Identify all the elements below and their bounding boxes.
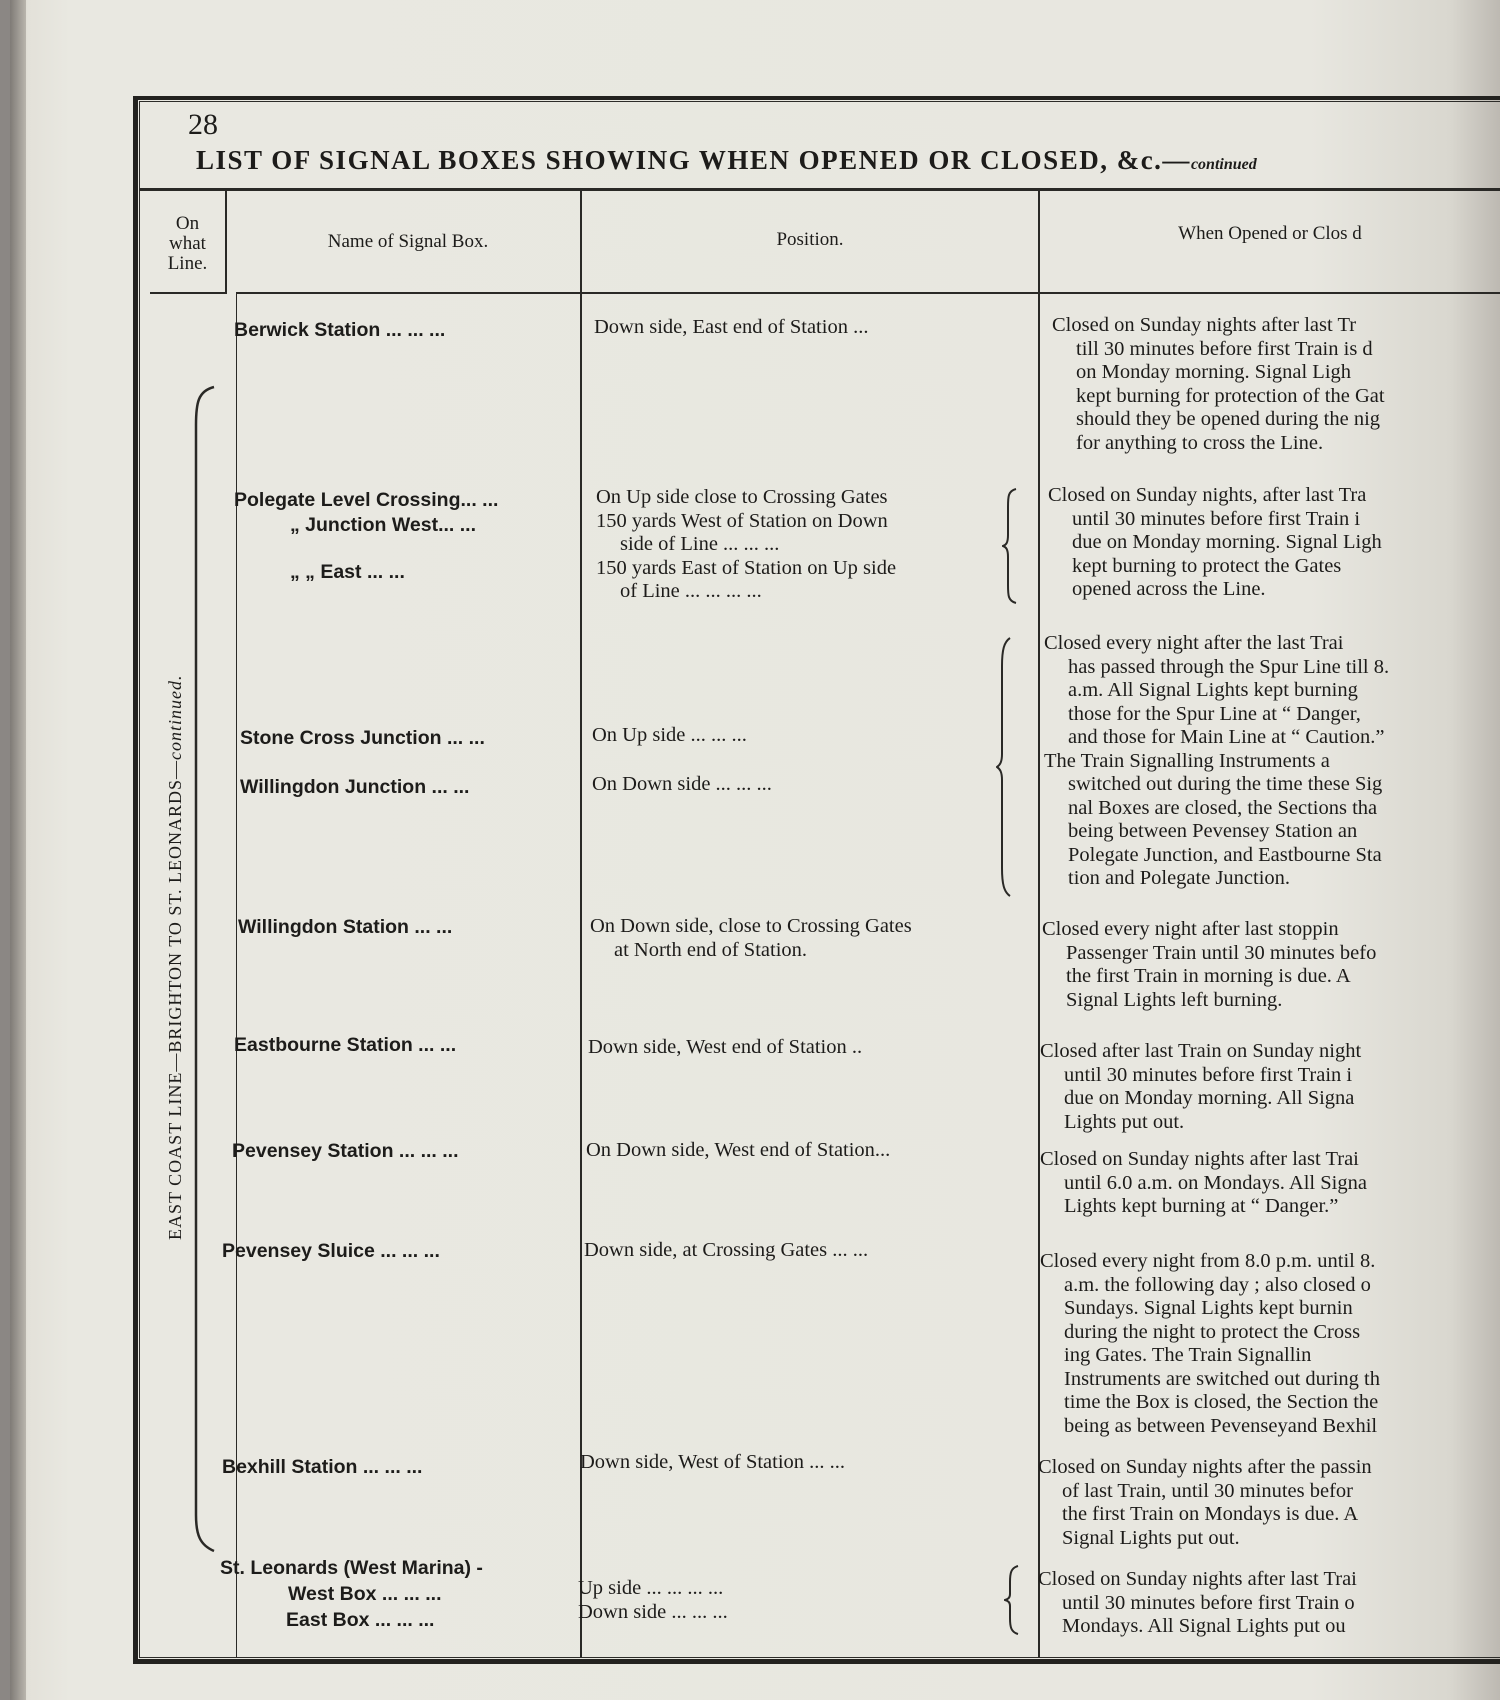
row-st-leonards-positions: Up side ... ... ... ... Down side ... ... ... (578, 1577, 728, 1623)
row-st-leonards-when: Closed on Sunday nights after last Trai until 30 minutes before first Train o Mondays. All Signal Lights put ou (1038, 1568, 1357, 1637)
page-title-continued: continued (1190, 156, 1257, 173)
row-willingdon-junction-name: Willingdon Junction ... ... (240, 776, 470, 798)
row-pevensey-station-name: Pevensey Station ... ... ... (232, 1140, 459, 1162)
header-position: Position. (776, 229, 844, 250)
polegate-brace (1002, 487, 1018, 605)
row-polegate-when: Closed on Sunday nights, after last Tra until 30 minutes before first Train i due on Monday morning. Signal Ligh kept burning to protect the Gates opened across the Line. (1048, 484, 1382, 600)
row-willingdon-station-position: On Down side, close to Crossing Gates at North end of Station. (590, 915, 912, 961)
header-bottom-rule (236, 292, 1500, 294)
row-pevensey-sluice-position: Down side, at Crossing Gates ... ... (584, 1239, 869, 1261)
page-title-text: LIST OF SIGNAL BOXES SHOWING WHEN OPENED OR CLOSED, &c.— (196, 145, 1191, 175)
header-bottom-rule-line-col (150, 292, 225, 294)
col-rule-name (580, 191, 582, 1658)
row-berwick-position: Down side, East end of Station ... (594, 316, 869, 338)
row-stone-cross-name: Stone Cross Junction ... ... (240, 727, 485, 749)
row-willingdon-junction-position: On Down side ... ... ... (592, 773, 772, 795)
row-eastbourne-when: Closed after last Train on Sunday night until 30 minutes before first Train i due on Monday morning. All Signa Lights put out. (1040, 1040, 1362, 1133)
header-top-rule (139, 188, 1500, 191)
row-pevensey-station-when: Closed on Sunday nights after last Trai until 6.0 a.m. on Mondays. All Signa Lights kept burning at “ Danger.” (1040, 1148, 1367, 1217)
line-label (165, 540, 186, 1240)
row-st-leonards-names: St. Leonards (West Marina) - West Box ... ... ... East Box ... ... ... (220, 1557, 483, 1631)
header-line-3: Line. (167, 253, 208, 274)
header-when: When Opened or Clos d (1178, 223, 1362, 244)
row-pevensey-sluice-when: Closed every night from 8.0 p.m. until 8. a.m. the following day ; also closed o Sundays. Signal Lights kept burnin during the night to protect the Cross ing Gates. The Train Signallin Instruments are switched out during th time the Box is closed, the Section the being as between Pevenseyand Bexhil (1040, 1250, 1380, 1437)
row-willingdon-station-name: Willingdon Station ... ... (238, 916, 453, 938)
row-stone-cross-position: On Up side ... ... ... (592, 724, 747, 746)
row-berwick-when: Closed on Sunday nights after last Tr till 30 minutes before first Train is d on Monday morning. Signal Ligh kept burning for protection of the Gat should they be opened during the nig for anything to cross the Line. (1052, 314, 1385, 454)
line-label-text: EAST COAST LINE—BRIGHTON TO ST. LEONARDS— (165, 759, 185, 1240)
row-pevensey-sluice-name: Pevensey Sluice ... ... ... (222, 1240, 440, 1262)
row-bexhill-position: Down side, West of Station ... ... (580, 1451, 846, 1473)
row-willingdon-station-when: Closed every night after last stoppin Passenger Train until 30 minutes befo the first Train in morning is due. A Signal Lights left burning. (1042, 918, 1377, 1011)
col-rule-line-header (225, 191, 227, 294)
row-bexhill-name: Bexhill Station ... ... ... (222, 1456, 423, 1478)
row-bexhill-when: Closed on Sunday nights after the passin of last Train, until 30 minutes befor the first Train on Mondays is due. A Signal Lights put out. (1038, 1456, 1372, 1549)
st-leonards-brace (1004, 1564, 1020, 1636)
header-line-2: what (169, 233, 206, 254)
book-spine (10, 0, 26, 1700)
row-eastbourne-name: Eastbourne Station ... ... (234, 1034, 457, 1056)
row-eastbourne-position: Down side, West end of Station .. (588, 1036, 863, 1058)
row-stone-cross-when: Closed every night after the last Trai has passed through the Spur Line till 8. a.m. All Signal Lights kept burning those for the Spur Line at “ Danger, and those for Main Line at “ Caution.” The Train Signalling Instruments a switched out during the time these Sig nal Boxes are closed, the Sections tha being between Pevensey Station an Polegate Junction, and Eastbourne Sta tion and Polegate Junction. (1044, 632, 1390, 889)
row-polegate-positions: On Up side close to Crossing Gates 150 yards West of Station on Down side of Line ... ... ... 150 yards East of Station on Up side of Line ... ... ... ... (596, 486, 897, 602)
page-number: 28 (188, 108, 218, 141)
row-polegate-names: Polegate Level Crossing... ... „ Junction West... ... „ „ East ... ... (234, 489, 499, 583)
header-line (150, 214, 225, 274)
header-name: Name of Signal Box. (327, 231, 489, 252)
header-line-1: On (175, 213, 200, 234)
row-pevensey-station-position: On Down side, West end of Station... (586, 1139, 891, 1161)
line-brace (188, 385, 218, 1555)
stone-cross-brace (996, 636, 1014, 898)
line-label-continued: continued. (165, 674, 185, 760)
page-title (196, 145, 1496, 176)
row-berwick-name: Berwick Station ... ... ... (234, 319, 446, 341)
